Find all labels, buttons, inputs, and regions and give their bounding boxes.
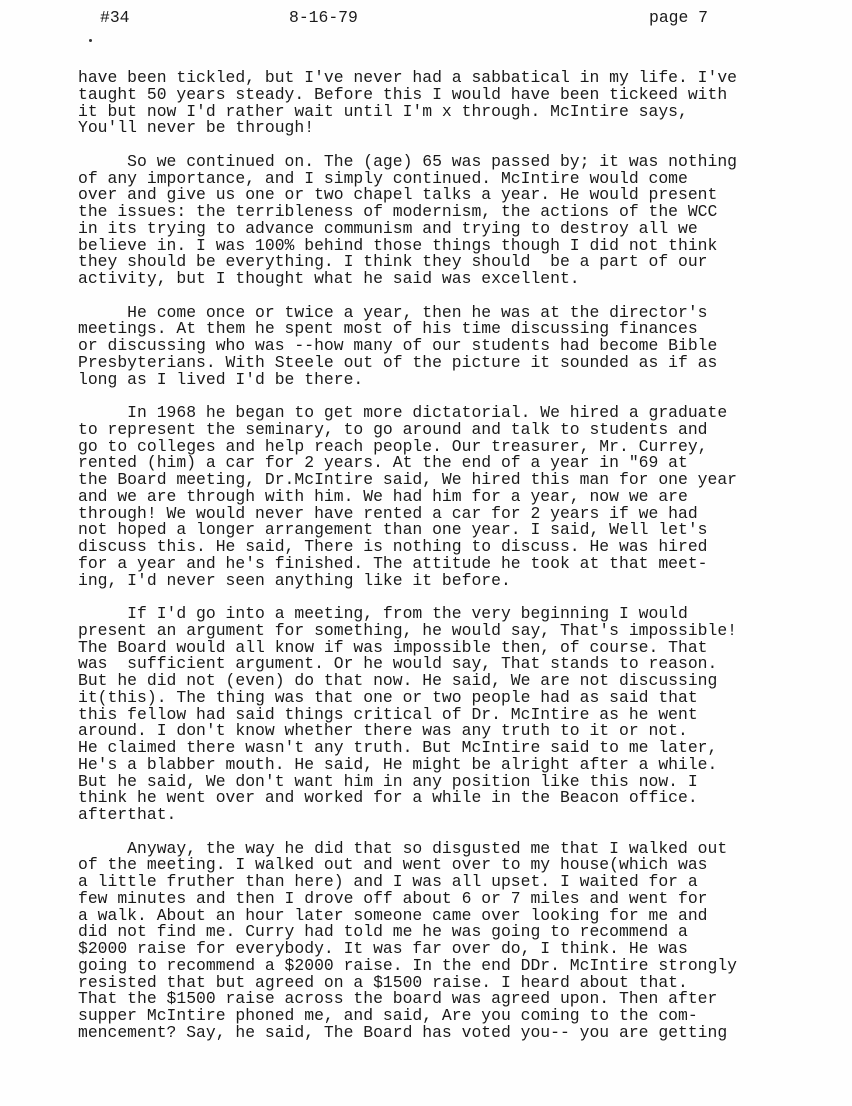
text-line: few minutes and then I drove off about 6 or 7 miles and went for [78, 888, 708, 908]
text-line: or discussing who was --how many of our students had become Bible [78, 336, 718, 355]
text-line: taught 50 years steady. Before this I would have been tickeed with [78, 84, 728, 104]
text-line: of any importance, and I simply continued. McIntire would come [78, 168, 688, 188]
text-line: He claimed there wasn't any truth. But McIntire said to me later, [78, 738, 718, 757]
paper-speck [89, 39, 92, 42]
text-line: over and give us one or two chapel talks a year. He would present [78, 185, 718, 205]
paragraph [78, 606, 737, 824]
text-line: and we are through with him. We had him for a year, now we are [78, 486, 688, 506]
text-line: But he did not (even) do that now. He said, We are not discussing [78, 671, 718, 690]
paragraph [78, 151, 738, 288]
text-line: $2000 raise for everybody. It was far over do, I think. He was [78, 939, 688, 958]
text-line: meetings. At them he spent most of his time discussing finances [78, 319, 698, 339]
text-line: mencement? Say, he said, The Board has voted you-- you are getting [78, 1022, 728, 1042]
paragraph [78, 70, 737, 137]
text-line: rented (him) a car for 2 years. At the end of a year in "69 at [78, 453, 688, 473]
text-line: resisted that but agreed on a $1500 raise. I heard about that. [78, 972, 688, 992]
text-line: But he said, We don't want him in any position like this now. I [78, 771, 698, 791]
text-line: was sufficient argument. Or he would say, That stands to reason. [78, 654, 718, 674]
text-line: of the meeting. I walked out and went over to my house(which was [78, 855, 708, 875]
text-line: in its trying to advance communism and trying to destroy all we [78, 218, 698, 238]
paragraph [78, 838, 738, 1042]
text-line: discuss this. He said, There is nothing to discuss. He was hired [78, 537, 708, 556]
text-line: Presbyterians. With Steele out of the picture it sounded as if as [78, 352, 718, 372]
document-number: #34 [100, 8, 130, 27]
text-line: So we continued on. The (age) 65 was passed by; it was nothing [78, 151, 738, 171]
text-line: think he went over and worked for a while in the Beacon office. [78, 788, 698, 808]
text-line: afterthat. [78, 805, 177, 824]
text-line: not hoped a longer arrangement than one year. I said, Well let's [78, 520, 708, 540]
text-line: a little fruther than here) and I was all upset. I waited for a [78, 872, 698, 891]
text-line: That the $1500 raise across the board was agreed upon. Then after [78, 989, 718, 1009]
text-line: around. I don't know whether there was any truth to it or not. [78, 721, 688, 741]
text-line: going to recommend a $2000 raise. In the end DDr. McIntire strongly [78, 955, 738, 975]
text-line: they should be everything. I think they should be a part of our [78, 252, 708, 272]
text-line: You'll never be through! [78, 118, 315, 138]
text-line: activity, but I thought what he said was excellent. [78, 269, 580, 288]
text-line: He come once or twice a year, then he was at the director's [78, 302, 708, 322]
text-line: long as I lived I'd be there. [78, 369, 364, 389]
text-line: it but now I'd rather wait until I'm x through. McIntire says, [78, 101, 688, 121]
text-line: Anyway, the way he did that so disgusted me that I walked out [78, 838, 728, 858]
text-line: for a year and he's finished. The attitude he took at that meet- [78, 553, 708, 573]
text-line: to represent the seminary, to go around and talk to students and [78, 419, 708, 439]
text-line: present an argument for something, he would say, That's impossible! [78, 620, 738, 640]
text-line: supper McIntire phoned me, and said, Are you coming to the com- [78, 1006, 698, 1025]
paragraph [78, 405, 737, 589]
text-line: believe in. I was 100% behind those things though I did not think [78, 235, 718, 255]
text-line: The Board would all know if was impossible then, of course. That [78, 637, 708, 657]
document-body [78, 70, 737, 1042]
text-line: go to colleges and help reach people. Our treasurer, Mr. Currey, [78, 436, 708, 456]
text-line: the Board meeting, Dr.McIntire said, We hired this man for one year [78, 470, 738, 489]
page-number: page 7 [649, 8, 709, 27]
text-line: In 1968 he began to get more dictatorial. We hired a graduate [78, 403, 728, 422]
text-line: If I'd go into a meeting, from the very beginning I would [78, 604, 688, 623]
text-line: this fellow had said things critical of Dr. McIntire as he went [78, 704, 698, 724]
text-line: ing, I'd never seen anything like it before. [78, 570, 511, 590]
text-line: have been tickled, but I've never had a sabbatical in my life. I've [78, 68, 738, 87]
text-line: He's a blabber mouth. He said, He might be alright after a while. [78, 754, 718, 774]
text-line: did not find me. Curry had told me he was going to recommend a [78, 922, 688, 942]
blank-line [78, 824, 737, 841]
document-date: 8-16-79 [289, 8, 358, 27]
text-line: through! We would never have rented a car for 2 years if we had [78, 503, 698, 523]
text-line: it(this). The thing was that one or two people had as said that [78, 687, 698, 707]
text-line: the issues: the terribleness of modernism, the actions of the WCC [78, 202, 718, 221]
text-line: a walk. About an hour later someone came over looking for me and [78, 905, 708, 925]
blank-line [78, 288, 737, 305]
paragraph [78, 302, 737, 389]
